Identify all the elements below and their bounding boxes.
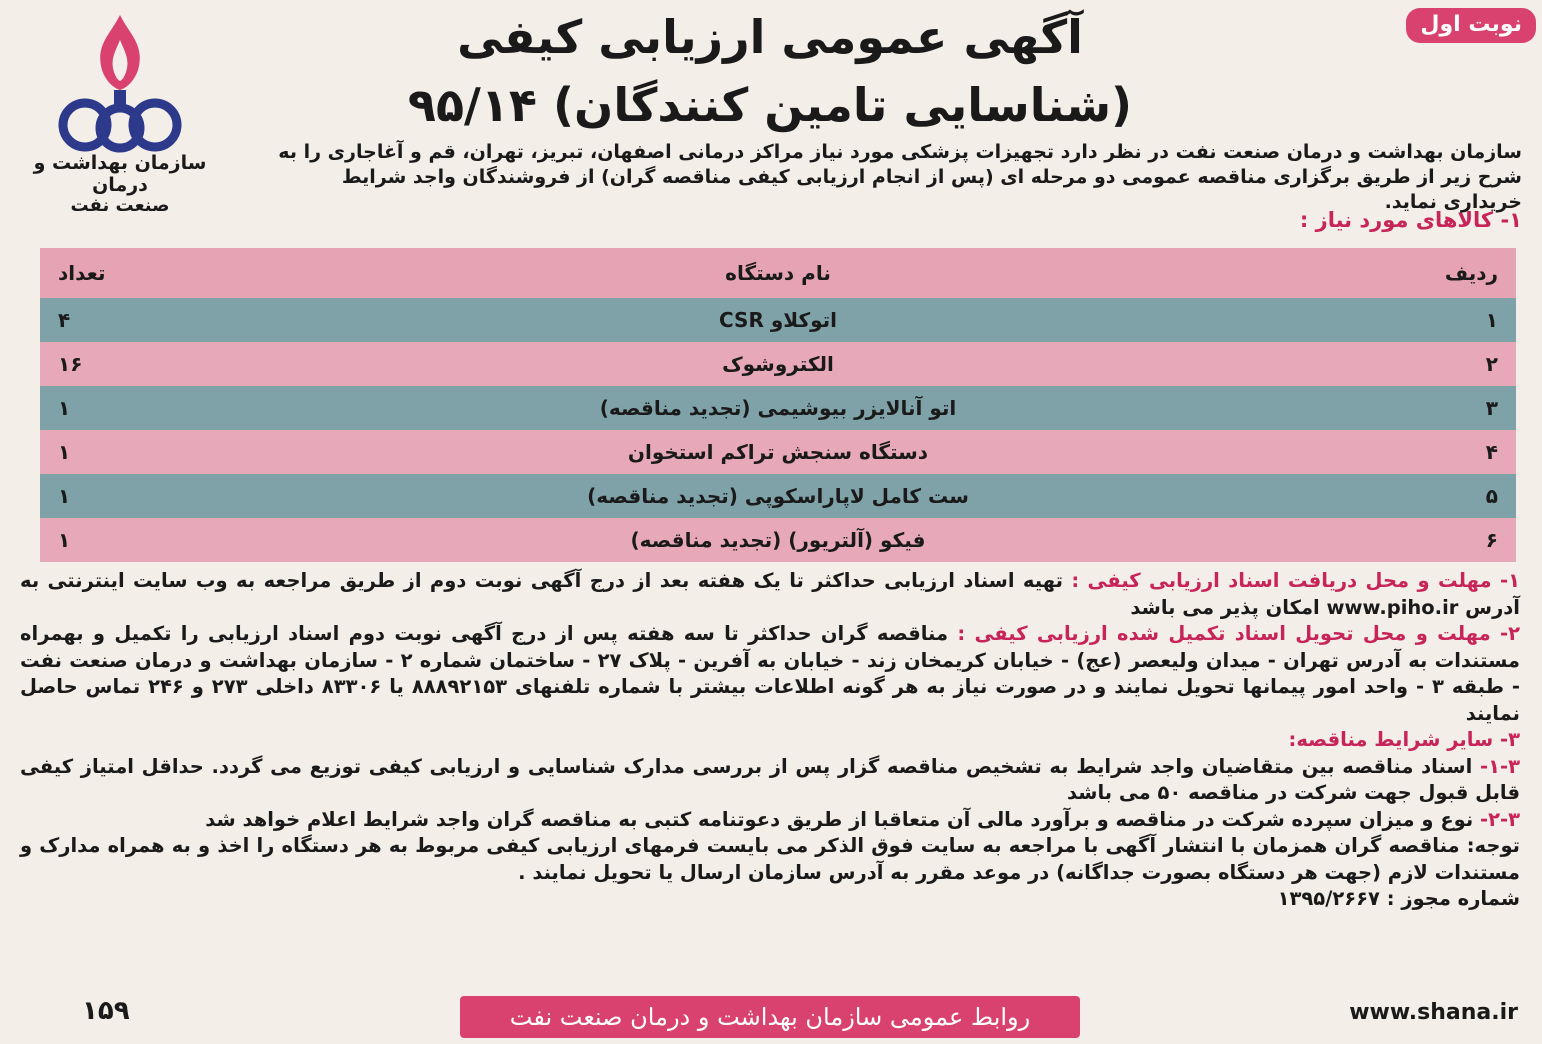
clause-1-label: ۱- مهلت و محل دریافت اسناد ارزیابی کیفی :: [1071, 569, 1520, 592]
clause-1: [20, 568, 1520, 621]
clauses-body: [20, 568, 1520, 913]
clause-3: [20, 727, 1520, 754]
footer-banner: روابط عمومی سازمان بهداشت و درمان صنعت نفت: [460, 996, 1080, 1038]
header-name: نام دستگاه: [276, 248, 1280, 298]
row-qty: ۱: [40, 518, 276, 562]
row-idx: ۶: [1280, 518, 1516, 562]
page-number: ۱۵۹: [82, 996, 130, 1026]
ad-title: آگهی عمومی ارزیابی کیفی: [457, 10, 1083, 64]
website-link[interactable]: www.shana.ir: [1349, 1000, 1518, 1025]
table-row: [40, 518, 1516, 562]
row-qty: ۱: [40, 430, 276, 474]
row-idx: ۳: [1280, 386, 1516, 430]
clause-3-1-label: ۱-۳-: [1480, 754, 1520, 778]
row-name: اتو آنالایزر بیوشیمی (تجدید مناقصه): [276, 386, 1280, 430]
table-row: [40, 474, 1516, 518]
table-row: [40, 342, 1516, 386]
org-name-line2: صنعت نفت: [70, 195, 170, 216]
clause-3-2-label: ۲-۳-: [1480, 807, 1520, 831]
row-name: الکتروشوک: [276, 342, 1280, 386]
row-qty: ۱: [40, 386, 276, 430]
row-qty: ۴: [40, 298, 276, 342]
ad-subtitle: (شناسایی تامین کنندگان) ۹۵/۱۴: [407, 78, 1133, 132]
clause-3-2-text: نوع و میزان سپرده شرکت در مناقصه و برآورد مالی آن متعاقبا از طریق دعوتنامه کتبی به مناقصه گران واجد شرایط اعلام خواهد شد: [205, 807, 1474, 831]
table-row: [40, 430, 1516, 474]
clause-3-1-text: اسناد مناقصه بین متقاضیان واجد شرایط به تشخیص مناقصه گزار پس از بررسی مدارک شناسایی و ارزیابی کیفی توزیع می گردد. حداقل امتیاز کیفی قابل قبول جهت شرکت در مناقصه ۵۰ می باشد: [20, 754, 1520, 804]
table-row: [40, 298, 1516, 342]
clause-1-text: تهیه اسناد ارزیابی حداکثر تا یک هفته بعد از درج آگهی نوبت دوم از طریق مراجعه به وب سایت اینترنتی به آدرس www.piho.ir امکان پذیر می باشد: [20, 569, 1520, 619]
row-idx: ۱: [1280, 298, 1516, 342]
header-qty: تعداد: [40, 248, 276, 298]
row-idx: ۲: [1280, 342, 1516, 386]
row-name: دستگاه سنجش تراکم استخوان: [276, 430, 1280, 474]
clause-2-text: مناقصه گران حداکثر تا سه هفته پس از درج آگهی نوبت دوم اسناد ارزیابی را تکمیل و بهمراه مستندات به آدرس تهران - میدان ولیعصر (عج) - خیابان کریمخان زند - خیابان به آفرین - پلاک ۲۷ - ساختمان شماره ۲ - سازمان بهداشت و درمان صنعت نفت - طبقه ۳ - واحد امور پیمانها تحویل نمایند و در صورت نیاز به هر گونه اطلاعات بیشتر با شماره تلفنهای ۸۸۸۹۲۱۵۳ یا ۸۳۳۰۶ داخلی ۲۷۳ و ۲۴۶ تماس حاصل نمایند: [20, 622, 1521, 725]
clause-2: [20, 621, 1520, 727]
clause-2-label: ۲- مهلت و محل تحویل اسناد تکمیل شده ارزیابی کیفی :: [957, 622, 1521, 645]
permit-number: شماره مجوز : ۱۳۹۵/۲۶۶۷: [1277, 887, 1520, 910]
row-name: ست کامل لاپاراسکوپی (تجدید مناقصه): [276, 474, 1280, 518]
publication-badge: نوبت اول: [1406, 8, 1536, 43]
row-idx: ۵: [1280, 474, 1516, 518]
table-header-row: [40, 248, 1516, 298]
org-name-line1: سازمان بهداشت و درمان: [33, 152, 207, 196]
row-qty: ۱: [40, 474, 276, 518]
row-name: اتوکلاو CSR: [276, 298, 1280, 342]
oil-industry-flame-logo-icon: [50, 10, 190, 155]
row-qty: ۱۶: [40, 342, 276, 386]
items-table: [40, 248, 1516, 562]
clause-3-1: [20, 754, 1520, 807]
note-paragraph: توجه: مناقصه گران همزمان با انتشار آگهی با مراجعه به سایت فوق الذکر می بایست فرمهای ارزیابی کیفی مربوط به هر دستگاه را اخذ و به همراه مدارک و مستندات لازم (جهت هر دستگاه بصورت جداگانه) در موعد مقرر به آدرس سازمان ارسال یا تحویل نمایند .: [20, 834, 1520, 884]
intro-paragraph: سازمان بهداشت و درمان صنعت نفت در نظر دارد تجهیزات پزشکی مورد نیاز مراکز درمانی اصفهان، تبریز، تهران، قم و آغاجاری را به شرح زیر از طریق برگزاری مناقصه عمومی دو مرحله ای (پس از انجام ارزیابی کیفی مناقصه گران) از فروشندگان واجد شرایط خریداری نماید.: [278, 141, 1522, 213]
clause-3-label: ۳- سایر شرایط مناقصه:: [1288, 728, 1520, 751]
header-idx: ردیف: [1280, 248, 1516, 298]
table-row: [40, 386, 1516, 430]
section1-title: ۱- کالاهای مورد نیاز :: [1299, 208, 1522, 232]
row-name: فیکو (آلتریور) (تجدید مناقصه): [276, 518, 1280, 562]
clause-3-2: [20, 807, 1520, 834]
row-idx: ۴: [1280, 430, 1516, 474]
